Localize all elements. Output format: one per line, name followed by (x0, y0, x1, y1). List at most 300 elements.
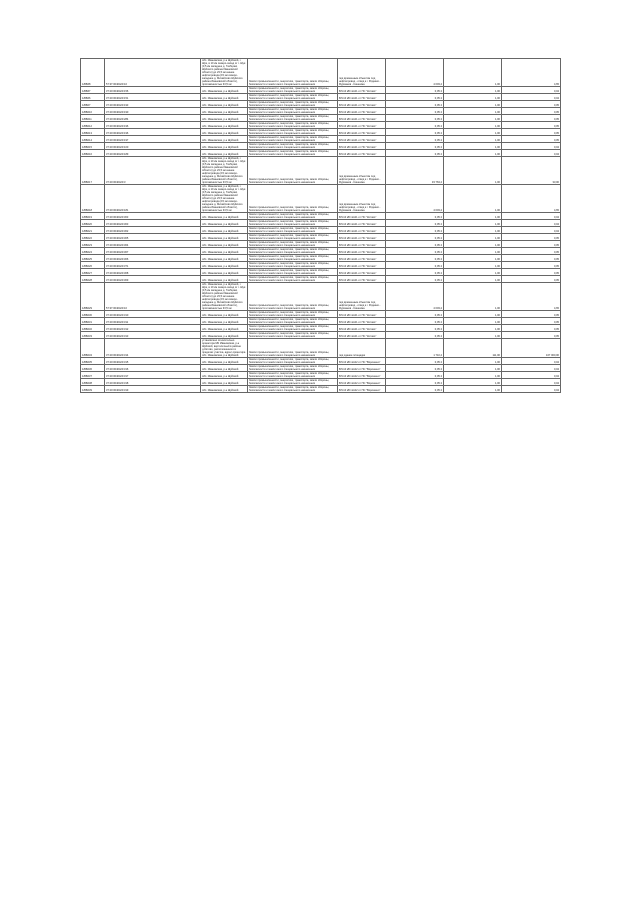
cell-cadastral-number: 37:20:0040420:196 (105, 122, 201, 129)
cell-id: 1/ВБ026 (81, 262, 105, 269)
cell-permitted-use: ВЛ-10 кВ №121 от ПС "Китово" (338, 276, 386, 283)
cell-area: 0,05 4 (386, 108, 444, 115)
cell-land-category: Земли промышленности, энергетики, транспорта, земли обороны, безопасности и земли иного специального назначения (248, 143, 338, 150)
cell-land-category: Земли промышленности, энергетики, транспорта, земли обороны, безопасности и земли иного специального назначения (248, 157, 338, 185)
cell-land-category: Земли промышленности, энергетики, транспорта, земли обороны, безопасности и земли иного специального назначения (248, 213, 338, 220)
cell-land-category: Земли промышленности, энергетики, транспорта, земли обороны, безопасности и земли иного специального назначения (248, 318, 338, 325)
cell-amount: 0,05 (502, 129, 561, 136)
cell-id: 1/ВБ016 (81, 150, 105, 157)
cell-land-category: Земли промышленности, энергетики, транспорта, земли обороны, безопасности и земли иного специального назначения (248, 227, 338, 234)
cell-amount: 0,05 (502, 318, 561, 325)
cell-area: 0,05 4 (386, 129, 444, 136)
table-row (81, 227, 561, 234)
cell-id: 1/ВБ027 (81, 269, 105, 276)
cell-permitted-use: ВЛ-10 кВ №121 от ПС "Китово" (338, 87, 386, 94)
cell-rate: 1,00 (444, 157, 502, 185)
cell-area: 0,05 4 (386, 248, 444, 255)
cell-rate: 1,00 (444, 276, 502, 283)
cell-amount: 0,05 (502, 262, 561, 269)
cell-land-category: Земли промышленности, энергетики, транспорта, земли обороны, безопасности и земли иного специального назначения (248, 150, 338, 157)
cell-id: 1/ВБ029 (81, 283, 105, 311)
cell-rate: 1,00 (444, 101, 502, 108)
cell-amount: 0,05 (502, 332, 561, 339)
cell-permitted-use: ВЛ-10 кВ №121 от ПС "Китово" (338, 122, 386, 129)
cell-address: обл. Ивановская, р-н Шуйский, г. Шуя, в 10 км северо-запад от г. Шуя (0,5 км западнее д. Глебцово Шуйского района Ивановской области) до 23,5 км южнее нефтепровода (15 км северо-западнее д. Михайлово Шуйского района Ивановской области), протяжённостью 33,5 км (201, 157, 248, 185)
cell-land-category: Земли промышленности, энергетики, транспорта, земли обороны, безопасности и земли иного специального назначения (248, 386, 338, 393)
cell-rate: 111,00 (444, 339, 502, 358)
cell-address: обл. Ивановская, р-н Шуйский (201, 241, 248, 248)
cell-id: 1/ВБ028 (81, 276, 105, 283)
cell-permitted-use: под временным объектом под нефтепровод - отвод к г. Родники - Фурманов - Кинешма (338, 185, 386, 213)
cell-area: 0,05 4 (386, 386, 444, 393)
cell-address: обл. Ивановская, р-н Шуйский (201, 129, 248, 136)
cell-permitted-use: ВЛ-10 кВ №121 от ПС "Китово" (338, 255, 386, 262)
table-row (81, 94, 561, 101)
cell-permitted-use: ВЛ-10 кВ №121 от ПС "Китово" (338, 213, 386, 220)
cell-id: 1/ВБ017 (81, 157, 105, 185)
cell-area: 0,05 4 (386, 262, 444, 269)
cell-area: 0,05 4 (386, 150, 444, 157)
table-row (81, 87, 561, 94)
cell-id: 1/ВБ021 (81, 227, 105, 234)
cell-cadastral-number: 37:20:0040420:156 (105, 87, 201, 94)
table-row (81, 365, 561, 372)
table-row (81, 332, 561, 339)
cell-land-category: Земли промышленности, энергетики, транспорта, земли обороны, безопасности и земли иного специального назначения (248, 220, 338, 227)
cell-amount: 0,04 (502, 358, 561, 365)
cell-land-category: Земли промышленности, энергетики, транспорта, земли обороны, безопасности и земли иного специального назначения (248, 283, 338, 311)
cell-permitted-use: ВЛ-10 кВ №121 от ПС "Китово" (338, 94, 386, 101)
cell-land-category: Земли промышленности, энергетики, транспорта, земли обороны, безопасности и земли иного специального назначения (248, 262, 338, 269)
cell-amount: 0,04 (502, 379, 561, 386)
cell-address: обл. Ивановская, р-н Шуйский (201, 115, 248, 122)
table-row (81, 358, 561, 365)
cell-cadastral-number: 37:20:0040420:311 (105, 318, 201, 325)
cell-address: обл. Ивановская, р-н Шуйский (201, 262, 248, 269)
cell-permitted-use: под временным объектом под нефтепровод - отвод к г. Родники - Фурманов - Кинешма (338, 59, 386, 87)
cell-cadastral-number: 37:20:0040420:307 (105, 248, 201, 255)
cell-address: обл. Ивановская, р-н Шуйский, г. Шуя, в 10 км северо-запад от г. Шуя (0,5 км западнее д. Глебцово Шуйского района Ивановской области) до 23,5 км южнее нефтепровода (15 км северо-западнее д. Михайлово Шуйского района Ивановской области), протяжённостью 33,5 км (201, 185, 248, 213)
cell-area: 0,05 4 (386, 379, 444, 386)
cell-rate: 1,00 (444, 372, 502, 379)
cell-cadastral-number: 37:20:0040420:303 (105, 220, 201, 227)
cell-land-category: Земли промышленности, энергетики, транспорта, земли обороны, безопасности и земли иного специального назначения (248, 108, 338, 115)
cell-id: 1/ВБ022 (81, 234, 105, 241)
cell-land-category: Земли промышленности, энергетики, транспорта, земли обороны, безопасности и земли иного специального назначения (248, 276, 338, 283)
cell-permitted-use: ВЛ-10 кВ №122 от ПС "Ворошено" (338, 386, 386, 393)
cell-id: 1/ВБ07 (81, 101, 105, 108)
cell-permitted-use: ВЛ-10 кВ №121 от ПС "Китово" (338, 332, 386, 339)
cell-rate: 1,00 (444, 227, 502, 234)
cell-id: 1/ВБ014 (81, 136, 105, 143)
cell-land-category: Земли промышленности, энергетики, транспорта, земли обороны, безопасности и земли иного специального назначения (248, 94, 338, 101)
cell-cadastral-number: 37:20:0040420:305 (105, 234, 201, 241)
cell-amount: 0,05 (502, 101, 561, 108)
cell-id: 1/ВБ038 (81, 379, 105, 386)
cell-address: обл. Ивановская, р-н Шуйский (201, 234, 248, 241)
cell-id: 1/ВБ020 (81, 220, 105, 227)
cell-permitted-use: ВЛ-10 кВ №121 от ПС "Китово" (338, 318, 386, 325)
cell-id: 1/ВБ032 (81, 325, 105, 332)
cell-permitted-use: ВЛ-10 кВ №121 от ПС "Китово" (338, 269, 386, 276)
cell-id: 1/ВБ019 (81, 213, 105, 220)
cell-permitted-use: ВЛ-10 кВ №121 от ПС "Китово" (338, 101, 386, 108)
cell-permitted-use: ВЛ-10 кВ №121 от ПС "Китово" (338, 143, 386, 150)
cell-land-category: Земли промышленности, энергетики, транспорта, земли обороны, безопасности и земли иного специального назначения (248, 339, 338, 358)
cell-id: 1/ВБ033 (81, 332, 105, 339)
cell-area: 0,05 4 (386, 372, 444, 379)
cell-cadastral-number: 37:20:0040420:3 (105, 157, 201, 185)
cell-id: 1/ВБ025 (81, 255, 105, 262)
cell-rate: 1,00 (444, 185, 502, 213)
cell-amount: 0,04 (502, 220, 561, 227)
cell-id: 1/ВБ66 (81, 94, 105, 101)
table-row (81, 143, 561, 150)
cell-address: обл. Ивановская, р-н Шуйский (201, 108, 248, 115)
cell-area: 0,05 4 (386, 276, 444, 283)
cell-permitted-use: под временным объектом под нефтепровод - отвод к г. Родники - Фурманов - Кинешма (338, 157, 386, 185)
cell-rate: 1,00 (444, 255, 502, 262)
cell-amount: 0,05 (502, 241, 561, 248)
cell-cadastral-number: 37:20:0040420:308 (105, 269, 201, 276)
cell-permitted-use: ВЛ-10 кВ №121 от ПС "Китово" (338, 115, 386, 122)
cell-address: обл. Ивановская, р-н Шуйский (201, 318, 248, 325)
cell-rate: 1,00 (444, 136, 502, 143)
cell-address: обл. Ивановская, р-н Шуйский, г. Шуя, в 10 км северо-запад от г. Шуя (0,5 км западнее д. Глебцово Шуйского района Ивановской области) до 23,5 км южнее нефтепровода (15 км северо-западнее д. Михайлово Шуйского района Ивановской области), протяжённостью 33,5 км (201, 283, 248, 311)
cell-permitted-use: ВЛ-10 кВ №121 от ПС "Китово" (338, 108, 386, 115)
cell-cadastral-number: 37:20:0040420:284 (105, 115, 201, 122)
cell-amount: 0,04 (502, 213, 561, 220)
cell-rate: 1,00 (444, 332, 502, 339)
cell-permitted-use: ВЛ-10 кВ №121 от ПС "Китово" (338, 262, 386, 269)
cell-amount: 0,05 (502, 115, 561, 122)
cell-area: 0,05 4 (386, 332, 444, 339)
cell-address: обл. Ивановская, р-н Шуйский (201, 325, 248, 332)
cell-cadastral-number: 37:20:0040420:304 (105, 241, 201, 248)
cell-amount: 0,05 (502, 248, 561, 255)
cell-rate: 1,00 (444, 143, 502, 150)
cell-address: обл. Ивановская, р-н Шуйский (201, 386, 248, 393)
cell-id: 1/ВБ036 (81, 365, 105, 372)
cell-area: 1 710,4 (386, 339, 444, 358)
cell-permitted-use: ВЛ-10 кВ №122 от ПС "Ворошено" (338, 372, 386, 379)
document-page (80, 58, 560, 393)
cell-rate: 1,00 (444, 262, 502, 269)
cell-address: обл. Ивановская, р-н Шуйский (201, 379, 248, 386)
cell-area: 0,05 4 (386, 365, 444, 372)
cell-cadastral-number: 37:20:0040420:302 (105, 227, 201, 234)
cell-land-category: Земли промышленности, энергетики, транспорта, земли обороны, безопасности и земли иного специального назначения (248, 269, 338, 276)
cell-area: 0,05 4 (386, 213, 444, 220)
cell-amount: 0,04 (502, 372, 561, 379)
cell-permitted-use: ВЛ-10 кВ №122 от ПС "Ворошено" (338, 358, 386, 365)
table-row (81, 248, 561, 255)
table-row (81, 59, 561, 87)
table-row (81, 269, 561, 276)
cell-id: 1/ВБ030 (81, 311, 105, 318)
table-row (81, 157, 561, 185)
cell-cadastral-number: 37:20:0040420:196 (105, 129, 201, 136)
cell-rate: 1,00 (444, 358, 502, 365)
cell-rate: 1,00 (444, 115, 502, 122)
cell-area: 0,05 4 (386, 325, 444, 332)
cell-id: 1/ВБ024 (81, 248, 105, 255)
cell-address: обл. Ивановская, р-н Шуйский (201, 220, 248, 227)
cell-area: 0,05 4 (386, 94, 444, 101)
table-row (81, 311, 561, 318)
cell-land-category: Земли промышленности, энергетики, транспорта, земли обороны, безопасности и земли иного специального назначения (248, 365, 338, 372)
cell-amount: 0,05 (502, 108, 561, 115)
cell-area: 0,05 4 (386, 358, 444, 365)
table-row (81, 372, 561, 379)
cell-address: обл. Ивановская, р-н Шуйский (201, 227, 248, 234)
cell-id: 1/ВБ034 (81, 339, 105, 358)
cell-rate: 1,00 (444, 59, 502, 87)
cell-address: установлено относительно ориентира МК Ивановская, р-н Шуйский, вертолетный в районе д.Китово, расположенного в пределах участка, адрес ориентира обл. Ивановская, р-н Шуйский (201, 339, 248, 358)
cell-area: 0,05 4 (386, 115, 444, 122)
cell-rate: 1,00 (444, 122, 502, 129)
cell-address: обл. Ивановская, р-н Шуйский, г. Шуя, в 10 км северо-запад от г. Шуя (0,5 км западнее д. Глебцово Шуйского района Ивановской области) до 23,5 км южнее нефтепровода (15 км северо-западнее д. Михайлово Шуйского района Ивановской области), протяжённостью 33,5 км (201, 59, 248, 87)
cell-amount: 167 000,00 (502, 339, 561, 358)
cell-area: 0,05 4 (386, 318, 444, 325)
cell-area: 0,05 4 (386, 255, 444, 262)
cell-id: 1/ВБ010 (81, 108, 105, 115)
cell-permitted-use: ВЛ-10 кВ №122 от ПС "Ворошено" (338, 365, 386, 372)
cell-area: 4 003,4 (386, 185, 444, 213)
cell-area: 33 763,4 (386, 157, 444, 185)
cell-land-category: Земли промышленности, энергетики, транспорта, земли обороны, безопасности и земли иного специального назначения (248, 234, 338, 241)
cell-amount: 4,65 (502, 283, 561, 311)
land-plot-table (80, 58, 561, 393)
cell-area: 0,05 4 (386, 87, 444, 94)
table-row (81, 283, 561, 311)
cell-permitted-use: ВЛ-10 кВ №121 от ПС "Китово" (338, 136, 386, 143)
cell-cadastral-number: 37:20:0040420:371 (105, 262, 201, 269)
cell-permitted-use: ВЛ-10 кВ №121 от ПС "Китово" (338, 227, 386, 234)
cell-rate: 1,00 (444, 386, 502, 393)
cell-land-category: Земли промышленности, энергетики, транспорта, земли обороны, безопасности и земли иного специального назначения (248, 255, 338, 262)
table-row (81, 108, 561, 115)
cell-land-category: Земли промышленности, энергетики, транспорта, земли обороны, безопасности и земли иного специального назначения (248, 115, 338, 122)
cell-id: 1/ВБ67 (81, 87, 105, 94)
cell-id: 1/ВБ018 (81, 185, 105, 213)
cell-rate: 1,00 (444, 311, 502, 318)
table-row (81, 241, 561, 248)
table-row (81, 386, 561, 393)
cell-id: 1/ВБ023 (81, 241, 105, 248)
cell-rate: 1,00 (444, 325, 502, 332)
cell-area: 0,05 4 (386, 101, 444, 108)
table-row (81, 379, 561, 386)
cell-cadastral-number: 37:20:0040420:312 (105, 325, 201, 332)
cell-amount: 33,00 (502, 157, 561, 185)
cell-id: 1/ВБ039 (81, 386, 105, 393)
cell-area: 0,05 4 (386, 122, 444, 129)
cell-cadastral-number: 37:20:0040420:309 (105, 276, 201, 283)
cell-land-category: Земли промышленности, энергетики, транспорта, земли обороны, безопасности и земли иного специального назначения (248, 325, 338, 332)
cell-amount: 0,05 (502, 276, 561, 283)
cell-id: 1/ВБ013 (81, 129, 105, 136)
cell-cadastral-number: 37:20:0040420:303 (105, 213, 201, 220)
cell-cadastral-number: 57:37:0040420:10 (105, 283, 201, 311)
table-row (81, 185, 561, 213)
cell-amount: 4,65 (502, 185, 561, 213)
cell-rate: 1,00 (444, 241, 502, 248)
cell-rate: 1,00 (444, 318, 502, 325)
table-row (81, 262, 561, 269)
cell-land-category: Земли промышленности, энергетики, транспорта, земли обороны, безопасности и земли иного специального назначения (248, 129, 338, 136)
cell-cadastral-number: 37:20:0040420:319 (105, 386, 201, 393)
cell-id: 1/ВБ011 (81, 115, 105, 122)
cell-land-category: Земли промышленности, энергетики, транспорта, земли обороны, безопасности и земли иного специального назначения (248, 248, 338, 255)
cell-address: обл. Ивановская, р-н Шуйский (201, 213, 248, 220)
cell-permitted-use: ВЛ-10 кВ №121 от ПС "Китово" (338, 325, 386, 332)
cell-address: обл. Ивановская, р-н Шуйский (201, 365, 248, 372)
cell-amount: 0,04 (502, 87, 561, 94)
cell-address: обл. Ивановская, р-н Шуйский (201, 143, 248, 150)
cell-land-category: Земли промышленности, энергетики, транспорта, земли обороны, безопасности и земли иного специального назначения (248, 241, 338, 248)
cell-id: 1/ВБ031 (81, 318, 105, 325)
cell-cadastral-number: 37:20:0040420:100 (105, 143, 201, 150)
cell-amount: 0,04 (502, 94, 561, 101)
cell-rate: 1,00 (444, 213, 502, 220)
cell-cadastral-number: 37:20:0040420:316 (105, 365, 201, 372)
cell-address: обл. Ивановская, р-н Шуйский (201, 101, 248, 108)
cell-cadastral-number: 37:20:0040420:310 (105, 311, 201, 318)
cell-land-category: Земли промышленности, энергетики, транспорта, земли обороны, безопасности и земли иного специального назначения (248, 332, 338, 339)
cell-amount: 0,04 (502, 150, 561, 157)
cell-address: обл. Ивановская, р-н Шуйский (201, 311, 248, 318)
cell-cadastral-number: 37:20:0040420:318 (105, 379, 201, 386)
cell-rate: 1,00 (444, 220, 502, 227)
cell-cadastral-number: 37:20:0040420:317 (105, 372, 201, 379)
table-row (81, 318, 561, 325)
cell-amount: 4,65 (502, 59, 561, 87)
cell-land-category: Земли промышленности, энергетики, транспорта, земли обороны, безопасности и земли иного специального назначения (248, 59, 338, 87)
cell-cadastral-number: 37:20:0040420:197 (105, 136, 201, 143)
cell-address: обл. Ивановская, р-н Шуйский (201, 122, 248, 129)
cell-land-category: Земли промышленности, энергетики, транспорта, земли обороны, безопасности и земли иного специального назначения (248, 122, 338, 129)
cell-address: обл. Ивановская, р-н Шуйский (201, 136, 248, 143)
cell-land-category: Земли промышленности, энергетики, транспорта, земли обороны, безопасности и земли иного специального назначения (248, 136, 338, 143)
cell-area: 0,05 4 (386, 227, 444, 234)
cell-amount: 0,04 (502, 365, 561, 372)
cell-amount: 0,04 (502, 386, 561, 393)
table-row (81, 339, 561, 358)
table-row (81, 220, 561, 227)
cell-permitted-use: под временным объектом под нефтепровод - отвод к г. Родники - Фурманов - Кинешма (338, 283, 386, 311)
cell-cadastral-number: 37:20:0040420:306 (105, 255, 201, 262)
cell-rate: 1,00 (444, 379, 502, 386)
cell-address: обл. Ивановская, р-н Шуйский (201, 87, 248, 94)
cell-permitted-use: ВЛ-10 кВ №121 от ПС "Китово" (338, 248, 386, 255)
cell-area: 0,05 4 (386, 311, 444, 318)
table-row (81, 150, 561, 157)
cell-rate: 1,00 (444, 248, 502, 255)
table-row (81, 255, 561, 262)
cell-rate: 1,00 (444, 94, 502, 101)
table-body (81, 59, 561, 393)
cell-id: 1/ВБ68 (81, 59, 105, 87)
cell-land-category: Земли промышленности, энергетики, транспорта, земли обороны, безопасности и земли иного специального назначения (248, 101, 338, 108)
cell-amount: 0,05 (502, 136, 561, 143)
cell-permitted-use: под здание площадки (338, 339, 386, 358)
cell-cadastral-number: 37:20:0040420:181 (105, 185, 201, 213)
cell-rate: 1,00 (444, 87, 502, 94)
cell-rate: 1,00 (444, 283, 502, 311)
cell-address: обл. Ивановская, р-н Шуйский (201, 372, 248, 379)
cell-amount: 0,05 (502, 311, 561, 318)
cell-cadastral-number: 37:20:0040420:313 (105, 332, 201, 339)
cell-permitted-use: ВЛ-10 кВ №122 от ПС "Ворошено" (338, 379, 386, 386)
cell-permitted-use: ВЛ-10 кВ №121 от ПС "Китово" (338, 234, 386, 241)
cell-permitted-use: ВЛ-10 кВ №121 от ПС "Китово" (338, 220, 386, 227)
cell-area: 4 003,4 (386, 59, 444, 87)
cell-permitted-use: ВЛ-10 кВ №121 от ПС "Китово" (338, 311, 386, 318)
cell-address: обл. Ивановская, р-н Шуйский (201, 332, 248, 339)
cell-permitted-use: ВЛ-10 кВ №121 от ПС "Китово" (338, 150, 386, 157)
table-row (81, 122, 561, 129)
cell-id: 1/ВБ012 (81, 122, 105, 129)
cell-area: 0,05 4 (386, 234, 444, 241)
cell-cadastral-number: 37:20:0040420:314 (105, 339, 201, 358)
cell-address: обл. Ивановская, р-н Шуйский (201, 269, 248, 276)
cell-rate: 1,00 (444, 150, 502, 157)
table-row (81, 213, 561, 220)
cell-area: 0,05 4 (386, 220, 444, 227)
cell-rate: 1,00 (444, 269, 502, 276)
cell-land-category: Земли промышленности, энергетики, транспорта, земли обороны, безопасности и земли иного специального назначения (248, 311, 338, 318)
cell-rate: 1,00 (444, 129, 502, 136)
cell-area: 0,05 4 (386, 136, 444, 143)
cell-area: 0,05 4 (386, 241, 444, 248)
cell-address: обл. Ивановская, р-н Шуйский (201, 358, 248, 365)
cell-amount: 0,05 (502, 269, 561, 276)
cell-address: обл. Ивановская, р-н Шуйский (201, 94, 248, 101)
cell-cadastral-number: 37:20:0040420:315 (105, 358, 201, 365)
cell-cadastral-number: 37:20:0040420:193 (105, 101, 201, 108)
cell-permitted-use: ВЛ-10 кВ №121 от ПС "Китово" (338, 129, 386, 136)
cell-cadastral-number: 37:20:0040420:151 (105, 94, 201, 101)
cell-land-category: Земли промышленности, энергетики, транспорта, земли обороны, безопасности и земли иного специального назначения (248, 358, 338, 365)
table-row (81, 234, 561, 241)
cell-address: обл. Ивановская, р-н Шуйский (201, 276, 248, 283)
cell-land-category: Земли промышленности, энергетики, транспорта, земли обороны, безопасности и земли иного специального назначения (248, 185, 338, 213)
cell-amount: 0,05 (502, 325, 561, 332)
cell-amount: 0,04 (502, 227, 561, 234)
cell-area: 0,05 4 (386, 269, 444, 276)
cell-land-category: Земли промышленности, энергетики, транспорта, земли обороны, безопасности и земли иного специального назначения (248, 87, 338, 94)
cell-id: 1/ВБ015 (81, 143, 105, 150)
cell-address: обл. Ивановская, р-н Шуйский (201, 255, 248, 262)
cell-rate: 1,00 (444, 365, 502, 372)
table-row (81, 115, 561, 122)
cell-permitted-use: ВЛ-10 кВ №121 от ПС "Китово" (338, 241, 386, 248)
cell-rate: 1,00 (444, 108, 502, 115)
cell-amount: 0,05 (502, 122, 561, 129)
table-row (81, 129, 561, 136)
cell-land-category: Земли промышленности, энергетики, транспорта, земли обороны, безопасности и земли иного специального назначения (248, 379, 338, 386)
cell-amount: 0,05 (502, 234, 561, 241)
cell-amount: 0,05 (502, 255, 561, 262)
cell-area: 0,05 4 (386, 143, 444, 150)
cell-id: 1/ВБ037 (81, 372, 105, 379)
cell-area: 4 003,4 (386, 283, 444, 311)
cell-cadastral-number: 37:20:0040420:189 (105, 150, 201, 157)
cell-cadastral-number: 37:20:0040420:190 (105, 108, 201, 115)
table-row (81, 325, 561, 332)
table-row (81, 101, 561, 108)
